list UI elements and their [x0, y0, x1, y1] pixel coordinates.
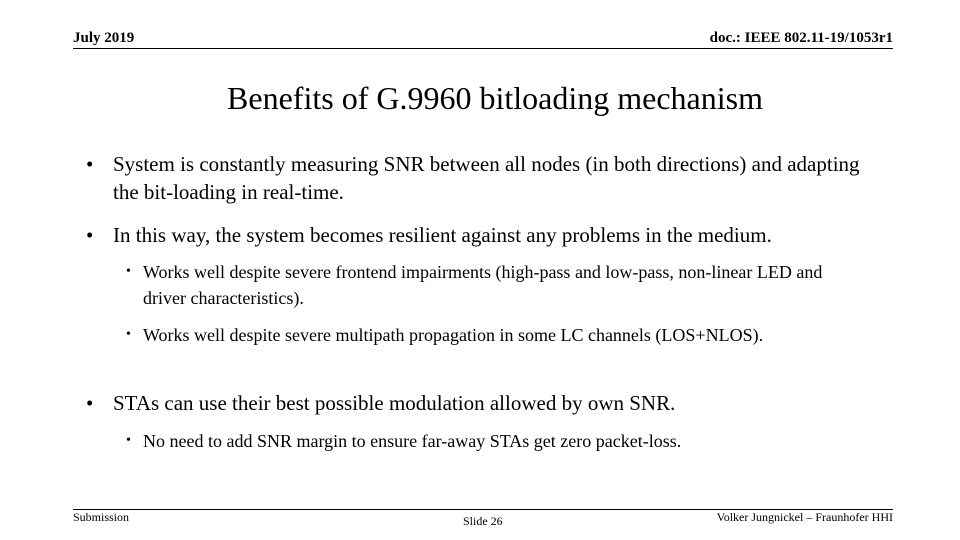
header-date: July 2019 [73, 30, 135, 46]
footer-submission: Submission [73, 510, 130, 524]
sub-bullet-item [126, 259, 846, 311]
header-doc-id: doc.: IEEE 802.11-19/1053r1 [709, 30, 893, 46]
sub-bullet-text: Works well despite severe frontend impairments (high-pass and low-pass, non-linear LED and driver characteristics). [143, 262, 823, 308]
bullet-icon: • [86, 152, 94, 176]
bullet-item [86, 221, 886, 249]
bullet-item [86, 150, 886, 206]
bullet-text: System is constantly measuring SNR between all nodes (in both directions) and adapting the bit-loading in real-time. [113, 152, 860, 204]
sub-bullet-icon: • [126, 264, 131, 279]
bullet-item [86, 389, 886, 417]
sub-bullet-item [126, 428, 846, 454]
sub-bullet-item [126, 322, 846, 348]
sub-bullet-text: Works well despite severe multipath propagation in some LC channels (LOS+NLOS). [143, 325, 764, 345]
sub-bullet-icon: • [126, 433, 131, 448]
slide-title: Benefits of G.9960 bitloading mechanism [227, 80, 763, 116]
bullet-icon: • [86, 391, 94, 415]
header-divider [73, 48, 893, 49]
bullet-icon: • [86, 223, 94, 247]
footer-author: Volker Jungnickel – Fraunhofer HHI [716, 510, 893, 524]
bullet-text: In this way, the system becomes resilient against any problems in the medium. [113, 223, 772, 247]
bullet-text: STAs can use their best possible modulation allowed by own SNR. [113, 391, 676, 415]
footer-slide-number: Slide 26 [463, 514, 503, 528]
sub-bullet-icon: • [126, 327, 131, 342]
sub-bullet-text: No need to add SNR margin to ensure far-away STAs get zero packet-loss. [143, 431, 682, 451]
